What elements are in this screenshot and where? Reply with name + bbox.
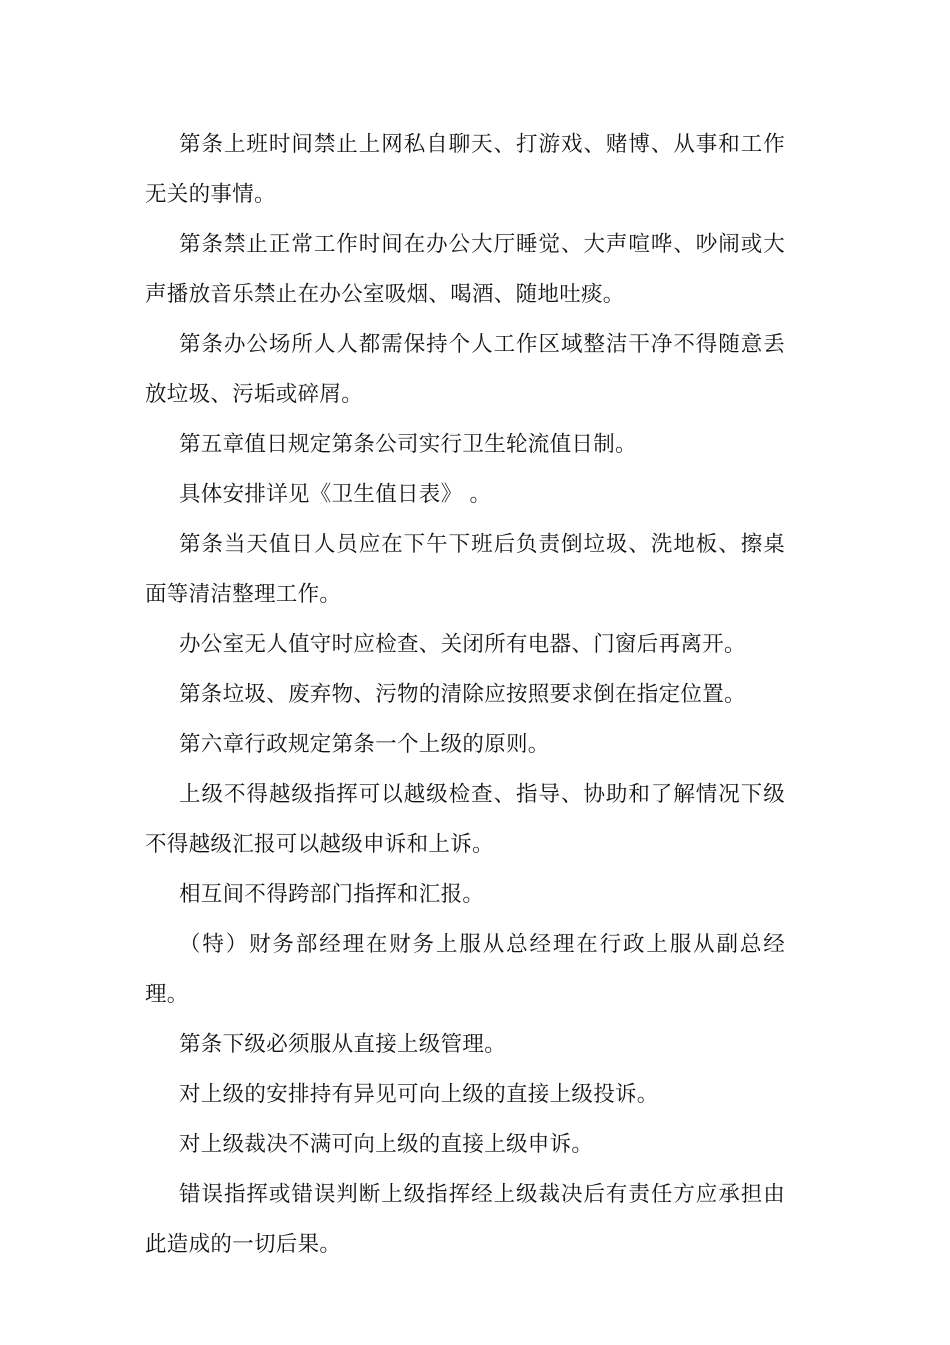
paragraph: 第条办公场所人人都需保持个人工作区域整洁干净不得随意丢放垃圾、污垢或碎屑。 bbox=[145, 332, 785, 407]
paragraph: 办公室无人值守时应检查、关闭所有电器、门窗后再离开。 bbox=[179, 632, 746, 657]
paragraph: 错误指挥或错误判断上级指挥经上级裁决后有责任方应承担由此造成的一切后果。 bbox=[145, 1182, 785, 1257]
paragraph: 对上级裁决不满可向上级的直接上级申诉。 bbox=[179, 1132, 594, 1157]
paragraph: 上级不得越级指挥可以越级检查、指导、协助和了解情况下级不得越级汇报可以越级申诉和上诉。 bbox=[145, 782, 785, 857]
paragraph: 第条当天值日人员应在下午下班后负责倒垃圾、洗地板、擦桌面等清洁整理工作。 bbox=[145, 532, 785, 607]
paragraph: 第条禁止正常工作时间在办公大厅睡觉、大声喧哗、吵闹或大声播放音乐禁止在办公室吸烟、喝酒、随地吐痰。 bbox=[145, 232, 785, 307]
paragraph: 对上级的安排持有异见可向上级的直接上级投诉。 bbox=[179, 1082, 659, 1107]
paragraph: 第六章行政规定第条一个上级的原则。 bbox=[179, 732, 550, 757]
paragraph: 相互间不得跨部门指挥和汇报。 bbox=[179, 882, 485, 907]
paragraph: 第条下级必须服从直接上级管理。 bbox=[179, 1032, 507, 1057]
document-body bbox=[145, 120, 785, 1270]
paragraph: 具体安排详见《卫生值日表》 。 bbox=[179, 482, 492, 507]
paragraph: （特）财务部经理在财务上服从总经理在行政上服从副总经理。 bbox=[145, 932, 785, 1007]
paragraph: 第条上班时间禁止上网私自聊天、打游戏、赌博、从事和工作无关的事情。 bbox=[145, 132, 785, 207]
paragraph: 第条垃圾、废弃物、污物的清除应按照要求倒在指定位置。 bbox=[179, 682, 746, 707]
paragraph: 第五章值日规定第条公司实行卫生轮流值日制。 bbox=[179, 432, 637, 457]
